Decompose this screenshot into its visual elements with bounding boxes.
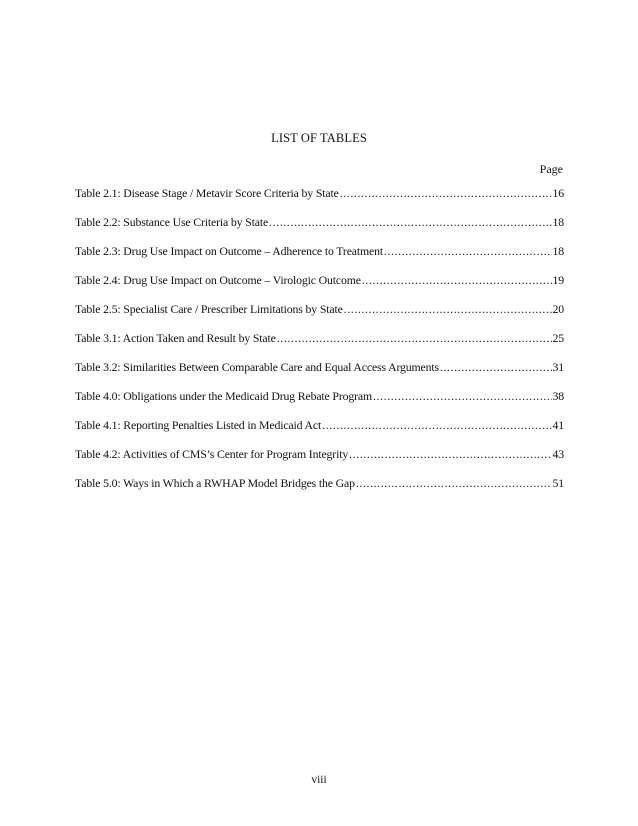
toc-entry-page: 51: [552, 476, 564, 490]
dot-leader: [362, 273, 552, 288]
toc-entry-title: Table 2.4: Drug Use Impact on Outcome – Virologic Outcome: [75, 273, 361, 287]
toc-entry: [75, 418, 564, 447]
toc-entry-page: 20: [552, 302, 564, 316]
toc-entry-page: 38: [552, 389, 564, 403]
toc-entry: [75, 389, 564, 418]
toc-entry-page: 43: [552, 447, 564, 461]
dot-leader: [344, 302, 552, 317]
page-number: viii: [311, 774, 327, 786]
toc-entry: [75, 447, 564, 476]
toc-entry-title: Table 2.5: Specialist Care / Prescriber Limitations by State: [75, 302, 343, 316]
toc-entry: [75, 186, 564, 215]
dot-leader: [373, 389, 552, 404]
toc-entry-title: Table 2.1: Disease Stage / Metavir Score Criteria by State: [75, 186, 339, 200]
dot-leader: [440, 360, 552, 375]
toc-entry-page: 18: [552, 244, 564, 258]
dot-leader: [277, 331, 552, 346]
toc-entry-title: Table 3.1: Action Taken and Result by State: [75, 331, 276, 345]
toc-entry-title: Table 2.3: Drug Use Impact on Outcome – Adherence to Treatment: [75, 244, 383, 258]
dot-leader: [322, 418, 551, 433]
toc-entry-title: Table 5.0: Ways in Which a RWHAP Model Bridges the Gap: [75, 476, 355, 490]
toc-entry: [75, 302, 564, 331]
toc-entry-page: 41: [552, 418, 564, 432]
toc-entry-title: Table 4.1: Reporting Penalties Listed in Medicaid Act: [75, 418, 322, 432]
toc-entry-title: Table 4.2: Activities of CMS’s Center for Program Integrity: [75, 447, 349, 461]
toc-entry: [75, 215, 564, 244]
dot-leader: [356, 476, 552, 491]
toc-entry: [75, 244, 564, 273]
toc-entry: [75, 273, 564, 302]
toc-entry-title: Table 2.2: Substance Use Criteria by State: [75, 215, 269, 229]
toc-entry-page: 31: [552, 360, 564, 374]
toc-entry-title: Table 3.2: Similarities Between Comparable Care and Equal Access Arguments: [75, 360, 439, 374]
page-column-label: Page: [539, 162, 563, 176]
dot-leader: [269, 215, 551, 230]
dot-leader: [349, 447, 551, 462]
toc-entry-page: 16: [552, 186, 564, 200]
toc-entry: [75, 360, 564, 389]
toc-entry-page: 18: [552, 215, 564, 229]
toc-entry-page: 19: [552, 273, 564, 287]
toc-entry-title: Table 4.0: Obligations under the Medicaid Drug Rebate Program: [75, 389, 372, 403]
toc-entry-page: 25: [552, 331, 564, 345]
dot-leader: [384, 244, 552, 259]
dot-leader: [340, 186, 552, 201]
list-of-tables-heading: LIST OF TABLES: [271, 131, 367, 145]
toc-entry: [75, 476, 564, 505]
table-of-contents-list: [75, 186, 564, 505]
toc-entry: [75, 331, 564, 360]
